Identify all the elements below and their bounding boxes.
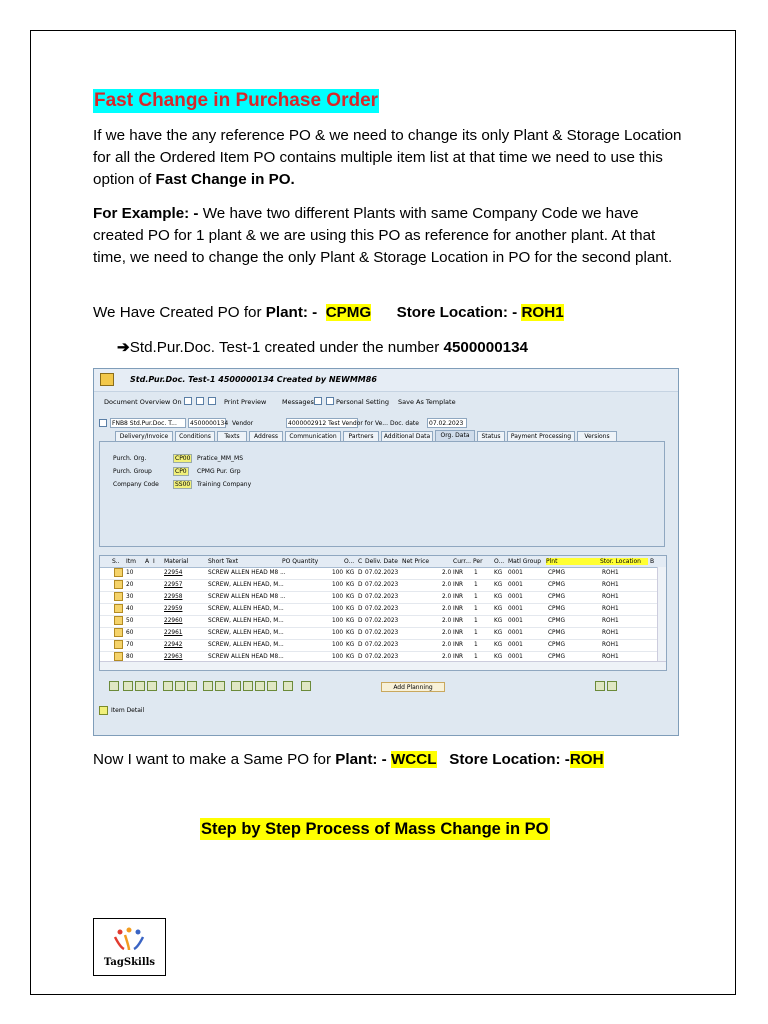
cell-per: 1 xyxy=(474,606,478,612)
info-icon[interactable] xyxy=(314,397,322,405)
cell-c: D xyxy=(358,654,363,660)
cell-matl-group: 0001 xyxy=(508,606,523,612)
org-data-panel xyxy=(99,441,665,547)
cell-qty: 100 xyxy=(332,630,344,636)
new-prefix: Now I want to make a Same PO for xyxy=(93,751,336,768)
cell-per: 1 xyxy=(474,654,478,660)
cell-order-unit: KG xyxy=(494,654,503,660)
cell-matl-group: 0001 xyxy=(508,642,523,648)
col-b[interactable]: B xyxy=(650,558,655,565)
cell-currency: INR xyxy=(453,654,464,660)
cell-price: 2.0 xyxy=(442,630,452,636)
cell-unit: KG xyxy=(346,594,355,600)
cell-stor-location: ROH1 xyxy=(602,570,619,576)
cell-per: 1 xyxy=(474,630,478,636)
cell-order-unit: KG xyxy=(494,630,503,636)
cell-item: 40 xyxy=(126,606,134,612)
purch-org-field[interactable]: CP00 xyxy=(175,455,191,462)
col-matl-group[interactable]: Matl Group xyxy=(508,558,542,565)
cell-matl-group: 0001 xyxy=(508,654,523,660)
row-select-icon[interactable] xyxy=(114,640,123,649)
po-number: 4500000134 xyxy=(443,339,528,356)
example-text: We have two different Plants with same Company Code we have created PO for 1 plant & we are using this PO as reference for another plant. At that time, we need to change the only Plant & Storage Location in PO for the second plant. xyxy=(93,205,673,266)
row-select-icon[interactable] xyxy=(114,616,123,625)
cell-currency: INR xyxy=(453,570,464,576)
doc-date-label: Doc. date xyxy=(390,420,419,427)
cell-qty: 100 xyxy=(332,618,344,624)
cell-c: D xyxy=(358,594,363,600)
col-po-quantity[interactable]: PO Quantity xyxy=(282,558,319,565)
last-icon[interactable] xyxy=(607,681,617,691)
cell-item: 80 xyxy=(126,654,134,660)
details-icon[interactable] xyxy=(109,681,119,691)
cell-date: 07.02.2023 xyxy=(365,654,399,660)
cell-material[interactable]: 22958 xyxy=(164,594,183,600)
cell-c: D xyxy=(358,630,363,636)
logo-figures-icon xyxy=(112,927,146,951)
cell-c: D xyxy=(358,606,363,612)
cell-c: D xyxy=(358,642,363,648)
add-planning-button[interactable]: Add Planning xyxy=(381,682,445,692)
cell-stor-location: ROH1 xyxy=(602,654,619,660)
cell-short-text: SCREW ALLEN HEAD M8... xyxy=(208,654,284,660)
cell-date: 07.02.2023 xyxy=(365,570,399,576)
cell-short-text: SCREW ALLEN HEAD M8 ... xyxy=(208,594,286,600)
new-plant-value: WCCL xyxy=(390,751,437,768)
cell-item: 70 xyxy=(126,642,134,648)
doc-date-field[interactable]: 07.02.2023 xyxy=(427,418,467,428)
select-all-icon[interactable] xyxy=(123,681,133,691)
cell-unit: KG xyxy=(346,630,355,636)
cell-stor-location: ROH1 xyxy=(602,606,619,612)
vendor-label: Vendor xyxy=(232,420,254,427)
insert-icon[interactable] xyxy=(175,681,185,691)
col-currency[interactable]: Curr... xyxy=(453,558,471,565)
cell-price: 2.0 xyxy=(442,606,452,612)
cell-matl-group: 0001 xyxy=(508,594,523,600)
horizontal-scrollbar[interactable] xyxy=(100,661,666,670)
cell-qty: 100 xyxy=(332,642,344,648)
col-net-price[interactable]: Net Price xyxy=(402,558,430,565)
company-code-label: Company Code xyxy=(113,481,159,488)
copy-icon[interactable] xyxy=(147,681,157,691)
cell-qty: 100 xyxy=(332,594,344,600)
cell-unit: KG xyxy=(346,618,355,624)
item-table xyxy=(99,555,667,671)
col-item[interactable]: Itm xyxy=(126,558,136,565)
sap-window-title: Std.Pur.Doc. Test-1 4500000134 Created by NEWMM86 xyxy=(130,375,377,384)
page-title: Fast Change in Purchase Order xyxy=(94,90,379,111)
export-icon[interactable] xyxy=(283,681,293,691)
cell-plant: CPMG xyxy=(548,582,566,588)
tab-partners[interactable]: Partners xyxy=(343,431,379,441)
doc-type-select[interactable]: FNB8 Std.Pur.Doc. T... xyxy=(110,418,186,428)
intro-text: If we have the any reference PO & we need to change its only Plant & Storage Location for all the Ordered Item PO contains multiple item list at that time we need to use this option of xyxy=(93,127,682,188)
filter-icon[interactable] xyxy=(243,681,253,691)
row-select-icon[interactable] xyxy=(114,568,123,577)
cell-qty: 100 xyxy=(332,570,344,576)
cell-short-text: SCREW, ALLEN HEAD, M... xyxy=(208,630,284,636)
row-select-icon[interactable] xyxy=(114,652,123,661)
tab-status[interactable]: Status xyxy=(477,431,505,441)
cell-currency: INR xyxy=(453,594,464,600)
cell-short-text: SCREW, ALLEN HEAD, M... xyxy=(208,642,284,648)
cell-currency: INR xyxy=(453,642,464,648)
layout-icon[interactable] xyxy=(267,681,277,691)
cell-material[interactable]: 22963 xyxy=(164,654,183,660)
store-label: Store Location: - xyxy=(396,304,522,321)
cell-item: 60 xyxy=(126,630,134,636)
cell-plant: CPMG xyxy=(548,570,566,576)
cell-currency: INR xyxy=(453,606,464,612)
purch-group-label: Purch. Group xyxy=(113,468,152,475)
col-status[interactable]: S.. xyxy=(112,558,120,565)
print-icon[interactable] xyxy=(208,397,216,405)
new-store-label: Store Location: - xyxy=(449,751,570,768)
cell-price: 2.0 xyxy=(442,654,452,660)
plant-label: Plant: - xyxy=(265,304,322,321)
vertical-scrollbar[interactable] xyxy=(657,567,666,663)
created-prefix: We Have Created PO for xyxy=(93,304,266,321)
cell-price: 2.0 xyxy=(442,582,452,588)
new-store-value: ROH xyxy=(569,751,604,768)
col-order-price-unit[interactable]: O... xyxy=(494,558,505,565)
settings-icon[interactable] xyxy=(301,681,311,691)
new-document-icon[interactable] xyxy=(184,397,192,405)
plant-value: CPMG xyxy=(325,304,372,321)
intro-emphasis: Fast Change in PO. xyxy=(155,171,295,188)
cell-stor-location: ROH1 xyxy=(602,618,619,624)
cell-qty: 100 xyxy=(332,654,344,660)
cell-matl-group: 0001 xyxy=(508,570,523,576)
sap-titlebar xyxy=(94,369,678,392)
cell-material[interactable]: 22957 xyxy=(164,582,183,588)
cell-currency: INR xyxy=(453,618,464,624)
cell-price: 2.0 xyxy=(442,594,452,600)
cell-date: 07.02.2023 xyxy=(365,642,399,648)
cell-plant: CPMG xyxy=(548,618,566,624)
cell-plant: CPMG xyxy=(548,606,566,612)
cell-item: 30 xyxy=(126,594,134,600)
personal-setting-button[interactable]: Personal Setting xyxy=(336,398,389,406)
company-code-field[interactable]: SS00 xyxy=(175,481,191,488)
cell-price: 2.0 xyxy=(442,642,452,648)
created-number-line xyxy=(117,337,528,359)
document-icon xyxy=(100,373,114,386)
example-paragraph xyxy=(93,203,683,269)
doc-number-field[interactable]: 4500000134 xyxy=(190,420,229,427)
cell-qty: 100 xyxy=(332,582,344,588)
store-value: ROH1 xyxy=(521,304,564,321)
purch-org-text: Pratice_MM_MS xyxy=(197,455,244,462)
edit-icon[interactable] xyxy=(196,397,204,405)
section-heading: Step by Step Process of Mass Change in PO xyxy=(201,820,549,838)
col-stor-location[interactable]: Stor. Location xyxy=(600,558,648,565)
cell-per: 1 xyxy=(474,582,478,588)
new-plant-label: Plant: - xyxy=(335,751,391,768)
sort-icon[interactable] xyxy=(231,681,241,691)
cell-unit: KG xyxy=(346,570,355,576)
row-select-icon[interactable] xyxy=(114,628,123,637)
row-select-icon[interactable] xyxy=(114,580,123,589)
cell-short-text: SCREW, ALLEN HEAD, M... xyxy=(208,606,284,612)
tab-address[interactable]: Address xyxy=(249,431,283,441)
cell-date: 07.02.2023 xyxy=(365,606,399,612)
tab-conditions[interactable]: Conditions xyxy=(175,431,215,441)
messages-button[interactable]: Messages xyxy=(282,398,314,406)
paste-icon[interactable] xyxy=(187,681,197,691)
vendor-field[interactable]: 4000002912 Test Vendor for Ve... xyxy=(288,420,388,427)
cell-currency: INR xyxy=(453,582,464,588)
cell-price: 2.0 xyxy=(442,570,452,576)
sap-screenshot xyxy=(93,368,679,736)
cell-currency: INR xyxy=(453,630,464,636)
cell-matl-group: 0001 xyxy=(508,582,523,588)
cell-item: 10 xyxy=(126,570,134,576)
purch-group-field[interactable]: CP0 xyxy=(175,468,187,475)
cell-matl-group: 0001 xyxy=(508,630,523,636)
cell-qty: 100 xyxy=(332,606,344,612)
row-select-icon[interactable] xyxy=(114,604,123,613)
cell-order-unit: KG xyxy=(494,582,503,588)
col-plant[interactable]: Plnt xyxy=(546,558,600,565)
document-overview-button[interactable]: Document Overview On xyxy=(104,398,182,406)
expand-icon[interactable] xyxy=(203,681,213,691)
col-short-text[interactable]: Short Text xyxy=(208,558,239,565)
cell-plant: CPMG xyxy=(548,594,566,600)
purch-org-label: Purch. Org. xyxy=(113,455,147,462)
cell-material[interactable]: 22961 xyxy=(164,630,183,636)
cell-order-unit: KG xyxy=(494,618,503,624)
cell-item: 20 xyxy=(126,582,134,588)
cell-order-unit: KG xyxy=(494,606,503,612)
cell-order-unit: KG xyxy=(494,594,503,600)
personal-setting-icon[interactable] xyxy=(326,397,334,405)
col-i[interactable]: I xyxy=(153,558,155,565)
cell-plant: CPMG xyxy=(548,654,566,660)
tab-versions[interactable]: Versions xyxy=(577,431,617,441)
purch-group-text: CPMG Pur. Grp xyxy=(197,468,241,475)
deselect-icon[interactable] xyxy=(135,681,145,691)
cell-c: D xyxy=(358,582,363,588)
cell-plant: CPMG xyxy=(548,630,566,636)
next-icon[interactable] xyxy=(595,681,605,691)
cell-order-unit: KG xyxy=(494,570,503,576)
sap-header-row xyxy=(94,417,678,431)
col-material[interactable]: Material xyxy=(164,558,189,565)
cell-price: 2.0 xyxy=(442,618,452,624)
cell-unit: KG xyxy=(346,582,355,588)
delete-icon[interactable] xyxy=(163,681,173,691)
cell-material[interactable]: 22954 xyxy=(164,570,183,576)
intro-paragraph xyxy=(93,125,683,191)
cell-short-text: SCREW, ALLEN HEAD, M... xyxy=(208,618,284,624)
cell-c: D xyxy=(358,618,363,624)
cell-date: 07.02.2023 xyxy=(365,630,399,636)
cell-short-text: SCREW, ALLEN HEAD, M... xyxy=(208,582,284,588)
cell-order-unit: KG xyxy=(494,642,503,648)
col-deliv-date[interactable]: Deliv. Date xyxy=(365,558,398,565)
tab-texts[interactable]: Texts xyxy=(217,431,247,441)
print-preview-button[interactable]: Print Preview xyxy=(224,398,267,406)
tab-org-data[interactable]: Org. Data xyxy=(435,430,475,441)
tab-additional-data[interactable]: Additional Data xyxy=(381,431,433,441)
cell-material[interactable]: 22942 xyxy=(164,642,183,648)
cell-material[interactable]: 22959 xyxy=(164,606,183,612)
cell-stor-location: ROH1 xyxy=(602,594,619,600)
cell-item: 50 xyxy=(126,618,134,624)
cell-plant: CPMG xyxy=(548,642,566,648)
cell-short-text: SCREW ALLEN HEAD M8 ... xyxy=(208,570,286,576)
col-order-unit[interactable]: O... xyxy=(344,558,355,565)
cell-date: 07.02.2023 xyxy=(365,618,399,624)
arrow-icon: ➔ xyxy=(117,339,130,356)
cell-date: 07.02.2023 xyxy=(365,582,399,588)
item-detail-icon[interactable] xyxy=(99,706,108,715)
cell-per: 1 xyxy=(474,570,478,576)
cell-stor-location: ROH1 xyxy=(602,630,619,636)
cell-unit: KG xyxy=(346,642,355,648)
created-number-text: Std.Pur.Doc. Test-1 created under the number xyxy=(129,339,444,356)
sap-toolbar xyxy=(94,395,678,409)
tab-payment-processing[interactable]: Payment Processing xyxy=(507,431,575,441)
cart-icon xyxy=(99,419,107,427)
item-detail-toggle[interactable] xyxy=(99,707,144,714)
cell-date: 07.02.2023 xyxy=(365,594,399,600)
cell-per: 1 xyxy=(474,594,478,600)
new-plant-line xyxy=(93,749,604,771)
tagskills-logo xyxy=(93,918,166,976)
sum-icon[interactable] xyxy=(255,681,265,691)
cell-c: D xyxy=(358,570,363,576)
save-as-template-button[interactable]: Save As Template xyxy=(398,398,456,406)
col-a[interactable]: A xyxy=(145,558,150,565)
col-c[interactable]: C xyxy=(358,558,363,565)
tab-communication[interactable]: Communication xyxy=(285,431,341,441)
company-code-text: Training Company xyxy=(197,481,252,488)
tab-delivery-invoice[interactable]: Delivery/Invoice xyxy=(115,431,173,441)
cell-matl-group: 0001 xyxy=(508,618,523,624)
example-label: For Example: - xyxy=(93,205,203,222)
col-per[interactable]: Per xyxy=(473,558,483,565)
created-plant-line xyxy=(93,302,564,324)
row-select-icon[interactable] xyxy=(114,592,123,601)
cell-unit: KG xyxy=(346,606,355,612)
collapse-icon[interactable] xyxy=(215,681,225,691)
logo-text: TagSkills xyxy=(103,957,156,968)
cell-stor-location: ROH1 xyxy=(602,642,619,648)
cell-stor-location: ROH1 xyxy=(602,582,619,588)
cell-per: 1 xyxy=(474,618,478,624)
cell-material[interactable]: 22960 xyxy=(164,618,183,624)
cell-per: 1 xyxy=(474,642,478,648)
cell-unit: KG xyxy=(346,654,355,660)
item-detail-label: Item Detail xyxy=(111,707,145,714)
